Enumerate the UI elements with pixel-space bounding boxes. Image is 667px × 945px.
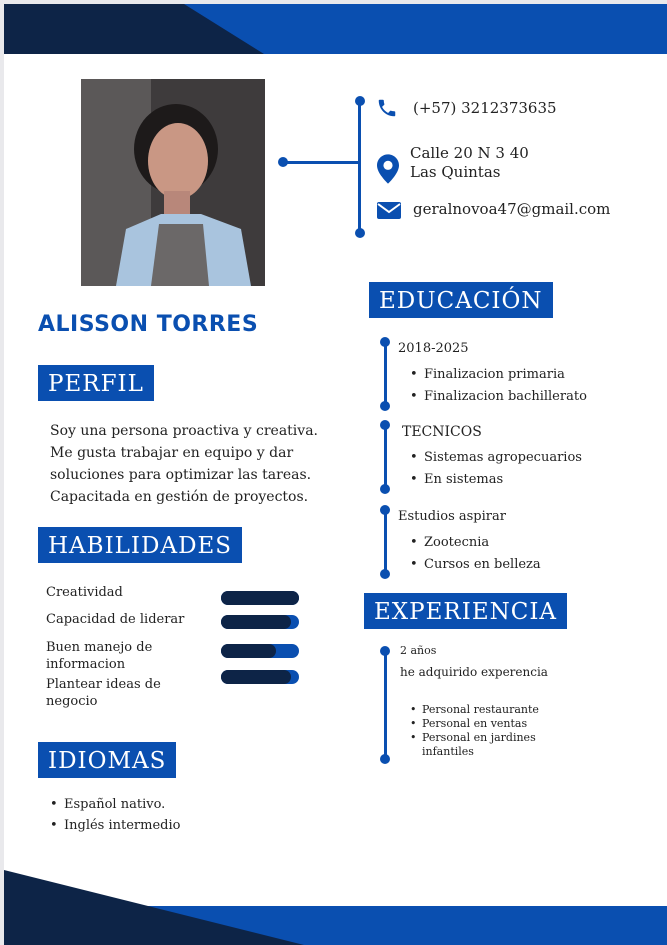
skill-bar bbox=[221, 670, 299, 684]
timeline-line bbox=[384, 425, 387, 489]
education-item: • Finalizacion primaria bbox=[410, 364, 587, 386]
perfil-heading: PERFIL bbox=[38, 365, 154, 401]
profile-photo bbox=[81, 79, 265, 286]
perfil-line: Capacitada en gestión de proyectos. bbox=[50, 489, 309, 505]
skill-label bbox=[46, 639, 152, 673]
education-list bbox=[410, 447, 582, 491]
timeline-line bbox=[384, 342, 387, 406]
timeline-dot bbox=[380, 505, 390, 515]
education-list bbox=[410, 364, 587, 408]
skill-label-line: negocio bbox=[46, 694, 98, 709]
skill-label: Creatividad bbox=[46, 585, 123, 600]
habilidades-heading: HABILIDADES bbox=[38, 527, 242, 563]
skill-bar bbox=[221, 591, 299, 605]
education-item: • Cursos en belleza bbox=[410, 554, 541, 576]
contact-line bbox=[358, 101, 361, 233]
educacion-heading: EDUCACIÓN bbox=[369, 282, 553, 318]
experience-item: • Personal en ventas bbox=[410, 717, 528, 730]
experience-years: 2 años bbox=[400, 644, 437, 657]
experience-item bbox=[410, 745, 539, 759]
timeline-dot bbox=[380, 754, 390, 764]
education-item: • Zootecnia bbox=[410, 532, 541, 554]
experience-item: • Personal restaurante bbox=[410, 703, 539, 716]
language-item: • Español nativo. bbox=[50, 794, 180, 815]
experience-item-text: Personal en ventas bbox=[422, 717, 528, 730]
timeline-dot bbox=[380, 646, 390, 656]
resume-page bbox=[4, 4, 667, 945]
education-heading: Estudios aspirar bbox=[398, 509, 506, 524]
experience-item-text: Personal en jardines bbox=[422, 731, 536, 744]
skill-label-line: Buen manejo de bbox=[46, 640, 153, 655]
person-silhouette-icon bbox=[81, 79, 265, 286]
experience-item-text: infantiles bbox=[422, 745, 474, 758]
education-heading: TECNICOS bbox=[402, 424, 482, 440]
experience-list bbox=[410, 703, 539, 759]
address-line-1: Calle 20 N 3 40 bbox=[410, 144, 529, 162]
education-heading: 2018-2025 bbox=[398, 341, 469, 356]
top-banner bbox=[4, 4, 667, 54]
experience-item-text: Personal restaurante bbox=[422, 703, 539, 716]
bottom-banner bbox=[4, 870, 667, 945]
address-line-2: Las Quintas bbox=[410, 163, 501, 181]
timeline-dot bbox=[380, 484, 390, 494]
perfil-line: soluciones para optimizar las tareas. bbox=[50, 467, 312, 483]
full-name: ALISSON TORRES bbox=[38, 312, 259, 337]
timeline-dot bbox=[380, 420, 390, 430]
contact-connector bbox=[285, 161, 361, 164]
phone-number: (+57) 3212373635 bbox=[413, 99, 557, 117]
timeline-dot bbox=[380, 401, 390, 411]
phone-icon bbox=[376, 96, 398, 120]
idiomas-heading: IDIOMAS bbox=[38, 742, 176, 778]
skill-bar-fill bbox=[221, 591, 299, 605]
education-item: • En sistemas bbox=[410, 469, 582, 491]
experience-item: • Personal en jardines bbox=[410, 731, 536, 744]
language-item: • Inglés intermedio bbox=[50, 815, 180, 836]
address bbox=[410, 144, 529, 182]
education-item: • Sistemas agropecuarios bbox=[410, 447, 582, 469]
timeline-line bbox=[384, 651, 387, 759]
perfil-text bbox=[50, 420, 318, 508]
perfil-line: Soy una persona proactiva y creativa. bbox=[50, 423, 318, 439]
timeline-dot bbox=[380, 337, 390, 347]
location-pin-icon bbox=[377, 154, 399, 184]
education-item: • Finalizacion bachillerato bbox=[410, 386, 587, 408]
skill-label: Capacidad de liderar bbox=[46, 612, 185, 627]
contact-dot-top bbox=[355, 96, 365, 106]
skill-bar bbox=[221, 644, 299, 658]
timeline-line bbox=[384, 510, 387, 574]
skill-bar-fill bbox=[221, 670, 291, 684]
timeline-dot bbox=[380, 569, 390, 579]
experience-subtitle: he adquirido experencia bbox=[400, 665, 548, 679]
envelope-icon bbox=[377, 202, 401, 219]
contact-dot-left bbox=[278, 157, 288, 167]
education-list bbox=[410, 532, 541, 576]
skill-bar-fill bbox=[221, 644, 276, 658]
experiencia-heading: EXPERIENCIA bbox=[364, 593, 567, 629]
skill-bar bbox=[221, 615, 299, 629]
skill-label-line: Plantear ideas de bbox=[46, 677, 161, 692]
email-address: geralnovoa47@gmail.com bbox=[413, 200, 611, 218]
skill-bar-fill bbox=[221, 615, 291, 629]
languages-list bbox=[50, 794, 180, 836]
perfil-line: Me gusta trabajar en equipo y dar bbox=[50, 445, 294, 461]
skill-label bbox=[46, 676, 161, 710]
skill-label-line: informacion bbox=[46, 657, 126, 672]
contact-dot-bottom bbox=[355, 228, 365, 238]
